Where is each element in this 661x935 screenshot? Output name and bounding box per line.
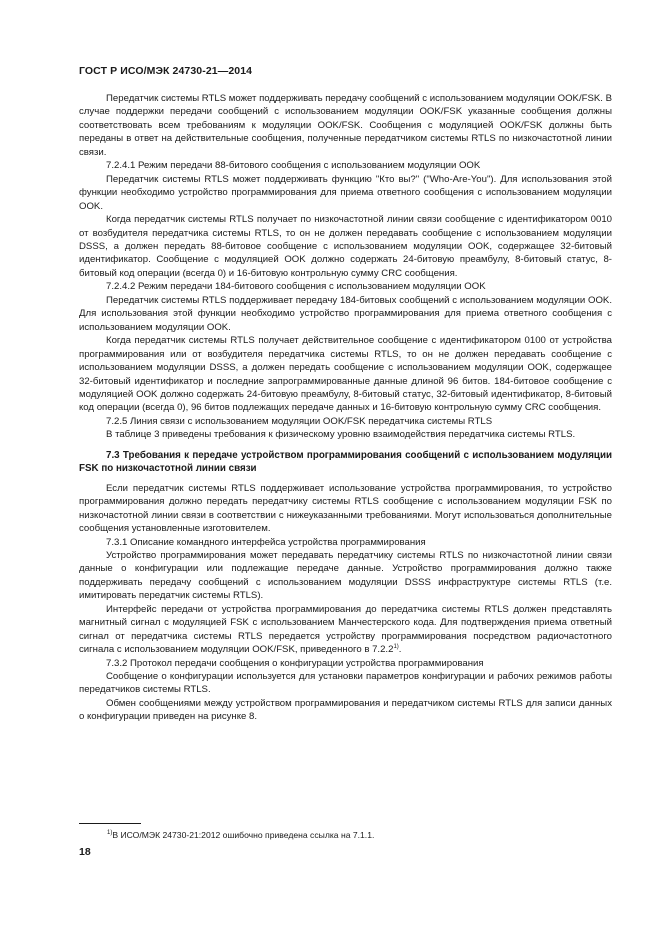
footnote-text: В ИСО/МЭК 24730-21:2012 ошибочно приведена ссылка на 7.1.1. [112,830,375,840]
subsection-heading: 7.3.1 Описание командного интерфейса устройства программирования [106,536,426,548]
paragraph [79,603,612,657]
paragraph: Передатчик системы RTLS поддерживает передачу 184-битовых сообщений с использованием модуляции OOK. Для использования этой функции необходимо устройство программирования для приема ответного сообщения с использованием модуляции OOK. [79,294,612,333]
footnote-marker: 1) [107,830,113,836]
paragraph: Передатчик системы RTLS может поддерживать передачу сообщений с использованием модуляции OOK/FSK. В случае поддержки передачи сообщений с использованием модуляции OOK/FSK указанные сообщения должны соответствовать всем требованиям к модуляции OOK/FSK. Сообщения с модуляцией OOK/FSK должны быть переданы в ответ на действительные сообщения, полученные передатчиком системы RTLS по низкочастотной линии связи. [79,93,612,158]
footnote [107,830,374,841]
paragraph-text-end: . [398,644,402,656]
subsection-heading: 7.2.4.1 Режим передачи 88-битового сообщения с использованием модуляции OOK [106,160,481,172]
paragraph: В таблице 3 приведены требования к физическому уровню взаимодействия передатчика системы RTLS. [106,429,576,441]
paragraph: Когда передатчик системы RTLS получает по низкочастотной линии связи сообщение с идентификатором 0010 от возбудителя передатчика системы RTLS, то он не должен передавать сообщение с использованием модуляции DSSS, а должен передать 88-битовое сообщение с использованием модуляции OOK, содержащее 32-битовый идентификатор. Сообщение с модуляцией OOK должно содержать 24-битовую преамбулу, 8-битовый статус, 8-битовый код операции (всегда 0) и 16-битовую контрольную сумму CRC сообщения. [79,214,612,279]
document-body [79,92,612,724]
paragraph: Если передатчик системы RTLS поддерживает использование устройства программирования, то устройство программирования должно передать передатчику системы RTLS сообщение с использованием модуляции FSK по низкочастотной линии связи в соответствии с нижеуказанными требованиями. Могут использоваться дополнительные сообщения установленные изготовителем. [79,482,612,535]
subsection-heading: 7.3.2 Протокол передачи сообщения о конфигурации устройства программирования [106,657,484,669]
paragraph: Устройство программирования может передавать передатчику системы RTLS по низкочастотной линии связи данные о конфигурации или подлежащие передаче данные. Устройство программирования должно также поддерживать передачу сообщений с использованием модуляции DSSS инфраструктуре системы RTLS (т.е. имитировать передатчик системы RTLS). [79,549,612,602]
section-heading: 7.3 Требования к передаче устройством программирования сообщений с использованием модуляции FSK по низкочастотной линии связи [79,449,612,475]
paragraph: Когда передатчик системы RTLS получает действительное сообщение с идентификатором 0100 от устройства программирования или от возбудителя передатчика системы RTLS, то он не должен передавать сообщение с использованием модуляции DSSS, а должен передать сообщение с использованием модуляции OOK, содержащее 32-битовый идентификатор и последние запрограммированные данные длиной 96 битов. 184-битовое сообщение с модуляцией OOK должно содержать 24-битовую преамбулу, 8-битовый статус, 32-битовый идентификатор, 8-битовый код операции (всегда 0), 96 битов подлежащих передаче данных и 16-битовую контрольную сумму CRC сообщения. [79,335,612,414]
subsection-heading: 7.2.5 Линия связи с использованием модуляции OOK/FSK передатчика системы RTLS [106,415,493,427]
paragraph: Обмен сообщениями между устройством программирования и передатчиком системы RTLS для записи данных о конфигурации приведен на рисунке 8. [79,697,612,723]
paragraph: Передатчик системы RTLS может поддерживать функцию "Кто вы?" ("Who-Are-You"). Для использования этой функции необходимо устройство программирования для приема ответного сообщения с использованием модуляции OOK. [79,173,612,212]
paragraph-text: Интерфейс передачи от устройства программирования до передатчика системы RTLS должен представлять магнитный сигнал с модуляцией FSK с использованием Манчестерского кода. Для подтверждения приема ответный сигнал от передатчика системы RTLS передается устройству программирования посредством радиочастотного сигнала с использованием модуляции OOK/FSK, приведенного в 7.2.2 [79,603,612,656]
subsection-heading: 7.2.4.2 Режим передачи 184-битового сообщения с использованием модуляции OOK [106,281,486,293]
document-header: ГОСТ Р ИСО/МЭК 24730-21—2014 [79,65,253,77]
page-number: 18 [79,846,91,858]
paragraph: Сообщение о конфигурации используется для установки параметров конфигурации и рабочих режимов работы передатчиков системы RTLS. [79,671,612,696]
footnote-separator [79,823,141,824]
footnote-reference[interactable]: 1) [393,644,399,651]
